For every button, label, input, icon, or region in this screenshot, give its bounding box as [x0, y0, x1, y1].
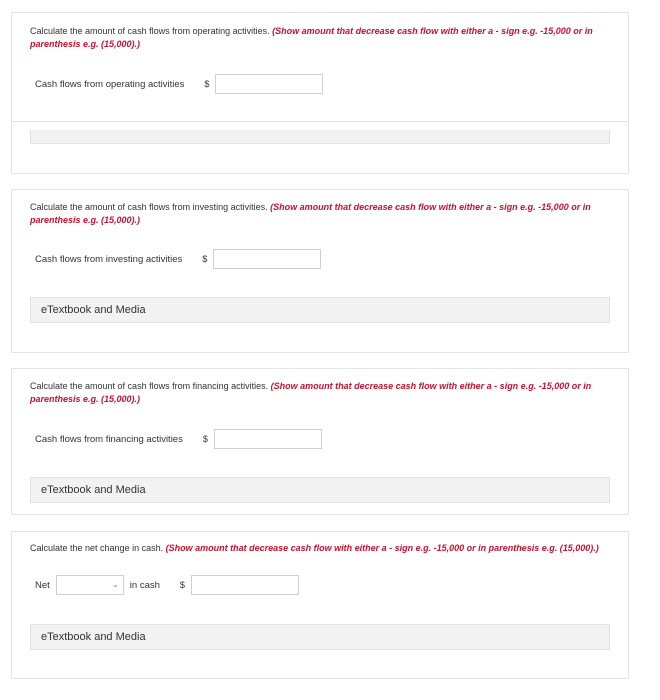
financing-label: Cash flows from financing activities	[35, 433, 183, 445]
investing-label: Cash flows from investing activities	[35, 253, 183, 265]
operating-prompt-text: Calculate the amount of cash flows from operating activities.	[30, 26, 270, 36]
financing-currency: $	[202, 434, 208, 444]
in-cash-label: in cash	[129, 579, 160, 591]
net-change-prompt-text: Calculate the net change in cash.	[30, 543, 164, 553]
net-change-note: (Show amount that decrease cash flow with either a - sign e.g. -15,000 or in parenthesis e.g. (15,000).)	[165, 543, 599, 553]
financing-prompt-text: Calculate the amount of cash flows from financing activities.	[30, 381, 269, 391]
net-direction-select[interactable]	[56, 575, 124, 595]
net-label: Net	[35, 579, 50, 591]
investing-currency: $	[202, 254, 208, 264]
net-change-etextbook-label: eTextbook and Media	[41, 631, 146, 643]
net-change-row	[35, 574, 299, 596]
investing-prompt-text: Calculate the amount of cash flows from investing activities.	[30, 202, 268, 212]
investing-etextbook-link[interactable]	[30, 297, 610, 323]
net-change-prompt	[30, 542, 620, 555]
operating-label: Cash flows from operating activities	[35, 78, 185, 90]
net-change-currency: $	[179, 580, 185, 590]
financing-etextbook-link[interactable]	[30, 477, 610, 503]
investing-row	[35, 248, 321, 270]
investing-note: (Show amount that decrease cash flow with either a - sign e.g. -15,000 or in parenthesis e.g. (15,000).)	[30, 202, 591, 225]
chevron-down-icon: ⌄	[112, 580, 119, 589]
operating-note: (Show amount that decrease cash flow with either a - sign e.g. -15,000 or in parenthesis e.g. (15,000).)	[30, 26, 593, 49]
investing-amount-input[interactable]	[213, 249, 321, 269]
financing-prompt	[30, 380, 615, 406]
net-change-amount-input[interactable]	[191, 575, 299, 595]
investing-prompt	[30, 201, 615, 227]
separator-strip	[30, 130, 610, 144]
operating-amount-input[interactable]	[215, 74, 323, 94]
investing-etextbook-label: eTextbook and Media	[41, 304, 146, 316]
financing-row	[35, 428, 322, 450]
financing-etextbook-label: eTextbook and Media	[41, 484, 146, 496]
financing-amount-input[interactable]	[214, 429, 322, 449]
operating-prompt	[30, 25, 615, 51]
operating-row	[35, 73, 323, 95]
net-change-etextbook-link[interactable]	[30, 624, 610, 650]
financing-note: (Show amount that decrease cash flow with either a - sign e.g. -15,000 or in parenthesis e.g. (15,000).)	[30, 381, 592, 404]
operating-currency: $	[204, 79, 210, 89]
